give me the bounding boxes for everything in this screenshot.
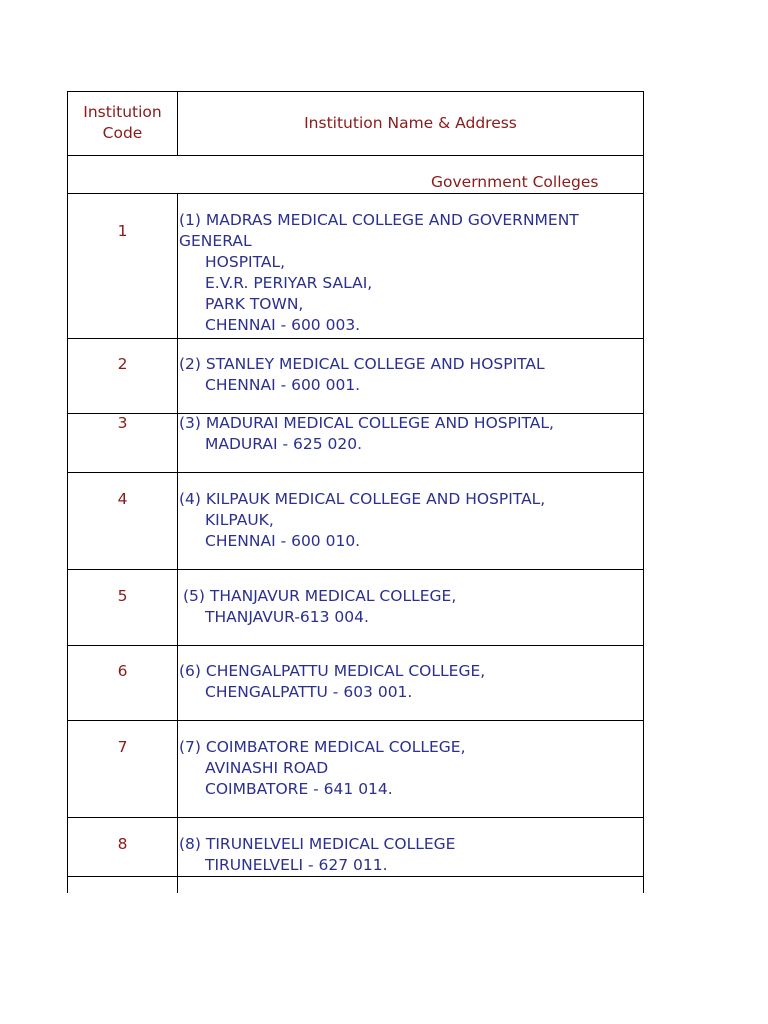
row-address xyxy=(179,489,545,552)
address-line: GENERAL xyxy=(179,232,252,250)
section-title: Government Colleges xyxy=(431,173,599,191)
address-line: CHENNAI - 600 001. xyxy=(205,376,361,394)
row-border xyxy=(67,720,644,721)
row-border xyxy=(67,645,644,646)
row-address xyxy=(179,661,485,703)
address-line: (4) KILPAUK MEDICAL COLLEGE AND HOSPITAL, xyxy=(179,490,546,508)
header-code-line2: Code xyxy=(102,124,143,142)
row-border xyxy=(67,338,644,339)
row-address xyxy=(179,737,466,800)
address-line: (5) THANJAVUR MEDICAL COLLEGE, xyxy=(183,587,457,605)
row-border xyxy=(67,193,644,194)
row-address xyxy=(179,834,455,876)
row-code: 3 xyxy=(117,414,128,432)
row-border xyxy=(67,876,644,877)
address-line: (7) COIMBATORE MEDICAL COLLEGE, xyxy=(179,738,466,756)
table-border-right xyxy=(643,91,644,893)
address-line: HOSPITAL, xyxy=(205,253,286,271)
address-line: (2) STANLEY MEDICAL COLLEGE AND HOSPITAL xyxy=(179,355,545,373)
column-divider xyxy=(177,193,178,893)
header-institution-code xyxy=(68,102,177,144)
row-code: 6 xyxy=(117,662,128,680)
address-line: (6) CHENGALPATTU MEDICAL COLLEGE, xyxy=(179,662,486,680)
address-line: THANJAVUR-613 004. xyxy=(205,608,369,626)
address-line: E.V.R. PERIYAR SALAI, xyxy=(205,274,373,292)
row-code: 4 xyxy=(117,490,128,508)
address-line: CHENNAI - 600 010. xyxy=(205,532,361,550)
row-address xyxy=(183,586,456,628)
address-line: (8) TIRUNELVELI MEDICAL COLLEGE xyxy=(179,835,456,853)
row-code: 8 xyxy=(117,835,128,853)
address-line: KILPAUK, xyxy=(205,511,274,529)
row-border xyxy=(67,472,644,473)
row-address xyxy=(179,210,579,336)
row-border xyxy=(67,569,644,570)
row-address xyxy=(179,354,545,396)
row-code: 7 xyxy=(117,738,128,756)
address-line: AVINASHI ROAD xyxy=(205,759,329,777)
address-line: CHENGALPATTU - 603 001. xyxy=(205,683,413,701)
address-line: COIMBATORE - 641 014. xyxy=(205,780,393,798)
address-line: CHENNAI - 600 003. xyxy=(205,316,361,334)
row-address xyxy=(179,413,554,455)
row-code: 1 xyxy=(117,222,128,240)
row-code: 5 xyxy=(117,587,128,605)
address-line: PARK TOWN, xyxy=(205,295,304,313)
address-line: TIRUNELVELI - 627 011. xyxy=(205,856,388,874)
address-line: (3) MADURAI MEDICAL COLLEGE AND HOSPITAL, xyxy=(179,414,554,432)
address-line: MADURAI - 625 020. xyxy=(205,435,363,453)
address-line: (1) MADRAS MEDICAL COLLEGE AND GOVERNMENT xyxy=(179,211,579,229)
row-code: 2 xyxy=(117,355,128,373)
header-institution-name: Institution Name & Address xyxy=(304,114,517,132)
row-border xyxy=(67,91,644,92)
row-border xyxy=(67,155,644,156)
row-border xyxy=(67,817,644,818)
header-code-line1: Institution xyxy=(83,103,162,121)
